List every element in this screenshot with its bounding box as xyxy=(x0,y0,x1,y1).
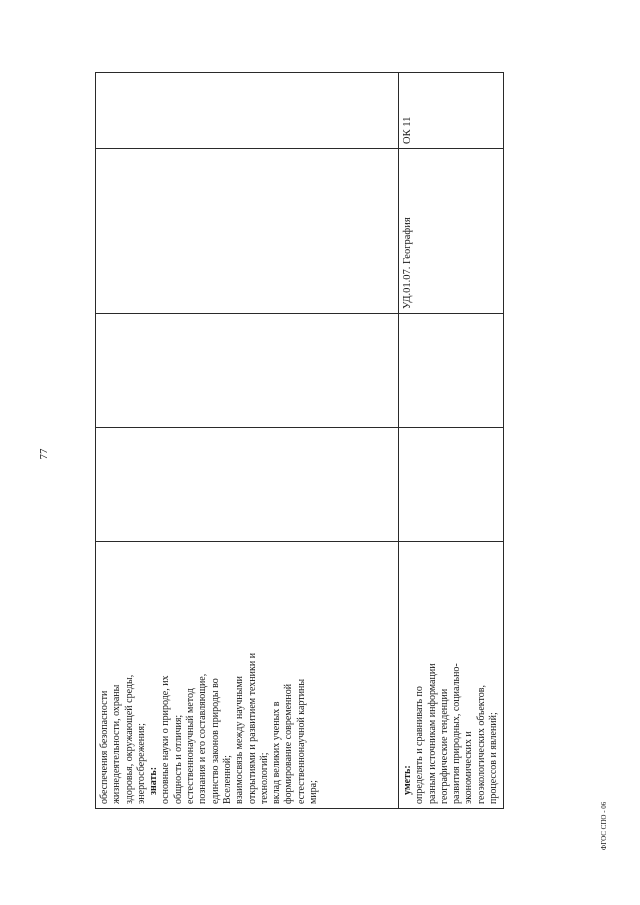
discipline-code-cell: УД.01.07. География xyxy=(399,149,504,314)
skill-label: уметь: xyxy=(402,765,413,795)
know-label: знать: xyxy=(148,766,160,795)
text-line: обеспечения безопасности xyxy=(99,690,110,804)
page-number: 77 xyxy=(38,448,50,460)
text-line: основные науки о природе, их xyxy=(160,675,172,804)
text-line: процессов и явлений; xyxy=(488,712,500,804)
empty-cell xyxy=(96,149,399,314)
table-grid xyxy=(95,72,504,809)
text-line: энергосбережения; xyxy=(135,723,147,804)
text-line: мира; xyxy=(308,780,320,804)
text-line: географические тенденции xyxy=(438,688,450,804)
competence-cell xyxy=(96,542,399,809)
empty-cell xyxy=(399,428,504,542)
empty-cell xyxy=(96,428,399,542)
text-line: развития природных, социально- xyxy=(451,663,463,804)
text-line: разным источникам информации xyxy=(426,663,438,804)
footer-code: ФГОС СПО - 06 xyxy=(600,801,608,851)
text-line: единство законов природы во xyxy=(209,678,221,804)
text-line: здоровья, окружающей среды, xyxy=(123,674,135,804)
text-line: взаимосвязь между научными xyxy=(234,675,246,804)
table-row xyxy=(399,73,504,809)
curriculum-table xyxy=(95,73,503,809)
table-row xyxy=(96,73,399,809)
empty-cell xyxy=(96,314,399,428)
text-line: естественнонаучный метод xyxy=(185,688,197,804)
text-line: естественнонаучной картины xyxy=(295,678,307,804)
text-line: формирование современной xyxy=(283,683,295,804)
text-line: Вселенной; xyxy=(221,755,233,804)
empty-cell xyxy=(96,73,399,149)
text-line: экономических и xyxy=(463,731,475,804)
text-line: геоэкологических объектов, xyxy=(475,685,487,804)
skill-cell xyxy=(399,542,504,809)
text-line: технологий; xyxy=(258,752,270,804)
text-line: жизнедеятельности, охраны xyxy=(111,684,123,804)
text-line: вклад великих ученых в xyxy=(271,701,283,804)
text-line: определять и сравнивать по xyxy=(414,686,426,804)
competence-code-cell: ОК 11 xyxy=(399,73,504,149)
text-line: познания и его составляющие, xyxy=(197,673,209,804)
text-line: открытиями и развитием техники и xyxy=(246,652,258,804)
empty-cell xyxy=(399,314,504,428)
text-line: общность и отличия; xyxy=(172,714,184,804)
